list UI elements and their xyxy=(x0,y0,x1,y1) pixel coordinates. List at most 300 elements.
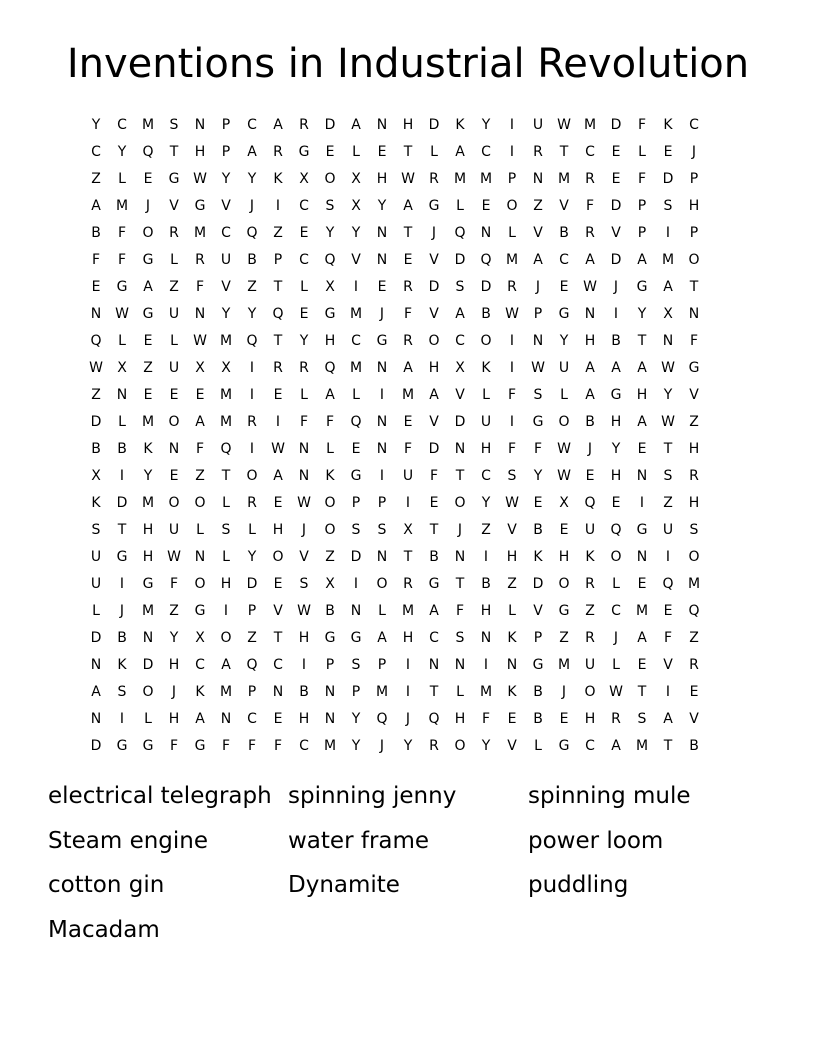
grid-letter: M xyxy=(583,117,597,133)
grid-letter: L xyxy=(144,711,152,727)
grid-letter: H xyxy=(688,441,700,457)
grid-letter: O xyxy=(480,333,492,349)
grid-letter: H xyxy=(324,333,336,349)
grid-letter: Y xyxy=(611,441,621,457)
grid-letter: T xyxy=(169,144,179,160)
grid-letter: G xyxy=(324,306,336,322)
grid-letter: W xyxy=(89,360,103,376)
grid-letter: I xyxy=(405,684,411,700)
grid-letter: G xyxy=(168,171,180,187)
grid-row xyxy=(83,463,733,490)
grid-letter: S xyxy=(299,576,309,592)
grid-letter: L xyxy=(352,144,360,160)
grid-letter: O xyxy=(220,630,232,646)
grid-letter: M xyxy=(115,198,129,214)
grid-letter: N xyxy=(194,117,206,133)
grid-row xyxy=(83,274,733,301)
grid-letter: R xyxy=(585,225,595,241)
grid-letter: M xyxy=(661,252,675,268)
grid-letter: R xyxy=(169,225,179,241)
grid-letter: O xyxy=(610,549,622,565)
grid-letter: H xyxy=(402,117,414,133)
grid-letter: O xyxy=(194,576,206,592)
grid-letter: Z xyxy=(689,414,699,430)
grid-letter: A xyxy=(585,252,595,268)
grid-letter: N xyxy=(272,684,284,700)
grid-letter: Z xyxy=(689,630,699,646)
grid-letter: S xyxy=(663,468,673,484)
grid-letter: A xyxy=(247,144,257,160)
grid-letter: I xyxy=(405,657,411,673)
grid-letter: W xyxy=(661,360,675,376)
grid-letter: H xyxy=(480,603,492,619)
grid-letter: C xyxy=(195,657,205,673)
grid-letter: Z xyxy=(195,468,205,484)
word-list-item: spinning jenny xyxy=(288,783,457,809)
grid-letter: E xyxy=(143,171,153,187)
grid-letter: E xyxy=(559,279,569,295)
grid-letter: M xyxy=(401,387,415,403)
grid-letter: Y xyxy=(663,387,673,403)
page-title: Inventions in Industrial Revolution xyxy=(66,41,750,87)
grid-letter: M xyxy=(219,333,233,349)
grid-letter: C xyxy=(481,468,491,484)
word-list-item: electrical telegraph xyxy=(48,783,272,809)
grid-row xyxy=(83,679,733,706)
grid-letter: Q xyxy=(220,441,232,457)
grid-letter: W xyxy=(297,603,311,619)
grid-letter: I xyxy=(275,414,281,430)
grid-letter: O xyxy=(142,684,154,700)
grid-letter: L xyxy=(92,603,100,619)
grid-letter: Y xyxy=(299,333,309,349)
grid-letter: N xyxy=(376,441,388,457)
grid-letter: B xyxy=(611,333,621,349)
grid-letter: G xyxy=(194,603,206,619)
grid-letter: G xyxy=(350,630,362,646)
grid-letter: D xyxy=(428,279,440,295)
grid-letter: O xyxy=(272,549,284,565)
grid-letter: O xyxy=(142,225,154,241)
grid-letter: N xyxy=(376,252,388,268)
grid-letter: R xyxy=(533,144,543,160)
grid-letter: M xyxy=(141,603,155,619)
grid-letter: Y xyxy=(247,171,257,187)
grid-letter: N xyxy=(454,657,466,673)
grid-letter: N xyxy=(168,441,180,457)
grid-letter: B xyxy=(247,252,257,268)
grid-letter: F xyxy=(299,414,309,430)
grid-letter: A xyxy=(429,387,439,403)
grid-letter: G xyxy=(428,576,440,592)
grid-letter: V xyxy=(533,603,543,619)
grid-letter: N xyxy=(532,171,544,187)
grid-letter: B xyxy=(429,549,439,565)
letter-grid xyxy=(83,112,733,760)
grid-letter: P xyxy=(221,117,231,133)
grid-letter: N xyxy=(90,711,102,727)
grid-letter: E xyxy=(273,711,283,727)
grid-letter: P xyxy=(637,198,647,214)
grid-letter: Y xyxy=(247,549,257,565)
grid-letter: A xyxy=(143,279,153,295)
grid-letter: F xyxy=(117,225,127,241)
grid-letter: C xyxy=(585,144,595,160)
grid-letter: M xyxy=(401,603,415,619)
word-list-item: water frame xyxy=(288,827,430,854)
grid-letter: F xyxy=(637,171,647,187)
grid-letter: M xyxy=(557,657,571,673)
grid-letter: T xyxy=(273,630,283,646)
grid-letter: Q xyxy=(324,252,336,268)
grid-letter: J xyxy=(379,738,385,754)
grid-letter: R xyxy=(429,171,439,187)
grid-letter: F xyxy=(429,468,439,484)
grid-letter: E xyxy=(507,711,517,727)
grid-letter: H xyxy=(142,522,154,538)
grid-letter: V xyxy=(559,198,569,214)
grid-letter: O xyxy=(688,252,700,268)
grid-letter: A xyxy=(91,684,101,700)
grid-letter: G xyxy=(428,198,440,214)
grid-letter: E xyxy=(91,279,101,295)
grid-letter: E xyxy=(143,333,153,349)
grid-letter: B xyxy=(533,522,543,538)
grid-letter: Z xyxy=(91,387,101,403)
grid-letter: G xyxy=(142,252,154,268)
grid-letter: T xyxy=(221,468,231,484)
grid-letter: V xyxy=(351,252,361,268)
grid-letter: T xyxy=(403,144,413,160)
grid-letter: B xyxy=(91,441,101,457)
grid-letter: Q xyxy=(350,414,362,430)
grid-letter: A xyxy=(403,360,413,376)
grid-letter: K xyxy=(273,171,283,187)
grid-letter: R xyxy=(585,630,595,646)
grid-letter: U xyxy=(584,657,596,673)
grid-letter: M xyxy=(375,684,389,700)
grid-letter: D xyxy=(324,117,336,133)
grid-letter: O xyxy=(428,333,440,349)
grid-letter: V xyxy=(169,198,179,214)
grid-letter: B xyxy=(91,225,101,241)
grid-letter: W xyxy=(531,360,545,376)
grid-letter: V xyxy=(455,387,465,403)
grid-letter: X xyxy=(195,360,205,376)
word-list-item: power loom xyxy=(528,827,664,854)
grid-letter: N xyxy=(584,306,596,322)
grid-letter: O xyxy=(376,576,388,592)
grid-letter: D xyxy=(532,576,544,592)
grid-letter: Z xyxy=(507,576,517,592)
grid-letter: Q xyxy=(246,225,258,241)
grid-letter: N xyxy=(376,225,388,241)
grid-letter: D xyxy=(610,198,622,214)
grid-letter: L xyxy=(430,144,438,160)
grid-letter: S xyxy=(455,279,465,295)
grid-letter: E xyxy=(429,495,439,511)
grid-letter: R xyxy=(689,468,699,484)
grid-letter: E xyxy=(637,576,647,592)
grid-letter: K xyxy=(117,657,127,673)
grid-row xyxy=(83,247,733,274)
grid-letter: U xyxy=(584,522,596,538)
grid-letter: I xyxy=(665,225,671,241)
grid-letter: J xyxy=(301,522,307,538)
grid-letter: T xyxy=(637,333,647,349)
grid-letter: A xyxy=(455,306,465,322)
grid-letter: K xyxy=(143,441,153,457)
grid-letter: F xyxy=(403,306,413,322)
grid-letter: H xyxy=(298,630,310,646)
grid-letter: Q xyxy=(454,225,466,241)
grid-letter: G xyxy=(610,387,622,403)
grid-letter: A xyxy=(429,603,439,619)
grid-letter: J xyxy=(119,603,125,619)
grid-letter: O xyxy=(246,468,258,484)
grid-letter: H xyxy=(480,441,492,457)
grid-letter: E xyxy=(481,198,491,214)
grid-letter: E xyxy=(195,387,205,403)
grid-letter: R xyxy=(247,414,257,430)
grid-letter: Q xyxy=(480,252,492,268)
grid-letter: T xyxy=(273,333,283,349)
grid-letter: N xyxy=(636,549,648,565)
grid-letter: D xyxy=(116,495,128,511)
grid-row xyxy=(83,733,733,760)
grid-letter: F xyxy=(689,333,699,349)
grid-letter: G xyxy=(116,738,128,754)
grid-letter: A xyxy=(91,198,101,214)
grid-letter: C xyxy=(247,711,257,727)
grid-letter: Y xyxy=(377,198,387,214)
grid-letter: E xyxy=(351,441,361,457)
grid-letter: I xyxy=(665,549,671,565)
grid-letter: R xyxy=(611,711,621,727)
grid-letter: Q xyxy=(662,576,674,592)
grid-letter: U xyxy=(532,117,544,133)
grid-letter: F xyxy=(195,441,205,457)
grid-letter: G xyxy=(194,198,206,214)
grid-letter: N xyxy=(376,414,388,430)
grid-letter: P xyxy=(325,657,335,673)
grid-letter: B xyxy=(559,225,569,241)
word-list-item: spinning mule xyxy=(528,783,691,809)
grid-letter: Z xyxy=(169,279,179,295)
grid-letter: S xyxy=(169,117,179,133)
grid-letter: J xyxy=(613,630,619,646)
grid-letter: V xyxy=(507,522,517,538)
grid-letter: F xyxy=(585,198,595,214)
grid-letter: D xyxy=(610,252,622,268)
grid-letter: Z xyxy=(143,360,153,376)
grid-letter: N xyxy=(90,306,102,322)
grid-letter: I xyxy=(379,387,385,403)
grid-letter: S xyxy=(221,522,231,538)
grid-letter: I xyxy=(301,657,307,673)
grid-letter: V xyxy=(611,225,621,241)
grid-letter: I xyxy=(119,468,125,484)
grid-letter: L xyxy=(222,549,230,565)
grid-letter: G xyxy=(116,549,128,565)
grid-letter: Q xyxy=(428,711,440,727)
grid-letter: E xyxy=(143,387,153,403)
grid-letter: U xyxy=(480,414,492,430)
grid-letter: R xyxy=(689,657,699,673)
grid-letter: F xyxy=(507,387,517,403)
grid-letter: I xyxy=(613,306,619,322)
grid-letter: C xyxy=(91,144,101,160)
grid-letter: V xyxy=(221,198,231,214)
grid-letter: H xyxy=(272,522,284,538)
grid-letter: L xyxy=(196,522,204,538)
grid-letter: Y xyxy=(91,117,101,133)
grid-letter: R xyxy=(273,144,283,160)
grid-letter: Y xyxy=(221,171,231,187)
grid-letter: Y xyxy=(351,711,361,727)
grid-letter: E xyxy=(403,414,413,430)
grid-letter: U xyxy=(168,522,180,538)
grid-letter: X xyxy=(195,630,205,646)
grid-letter: C xyxy=(429,630,439,646)
grid-letter: V xyxy=(429,306,439,322)
grid-row xyxy=(83,166,733,193)
grid-letter: V xyxy=(689,387,699,403)
grid-letter: V xyxy=(689,711,699,727)
grid-letter: L xyxy=(456,684,464,700)
grid-letter: L xyxy=(118,333,126,349)
grid-letter: R xyxy=(403,279,413,295)
grid-letter: N xyxy=(428,657,440,673)
grid-letter: L xyxy=(326,441,334,457)
grid-letter: R xyxy=(247,495,257,511)
grid-letter: X xyxy=(351,171,361,187)
grid-letter: N xyxy=(532,333,544,349)
grid-letter: O xyxy=(688,549,700,565)
grid-letter: U xyxy=(90,576,102,592)
grid-letter: H xyxy=(298,711,310,727)
grid-letter: O xyxy=(324,495,336,511)
grid-letter: N xyxy=(480,225,492,241)
grid-letter: I xyxy=(249,387,255,403)
grid-letter: S xyxy=(325,198,335,214)
grid-letter: Z xyxy=(169,603,179,619)
word-list-item: Steam engine xyxy=(48,827,209,854)
grid-letter: O xyxy=(454,495,466,511)
grid-row xyxy=(83,112,733,139)
grid-letter: A xyxy=(585,387,595,403)
grid-letter: L xyxy=(560,387,568,403)
grid-letter: C xyxy=(299,252,309,268)
grid-letter: F xyxy=(533,441,543,457)
grid-letter: L xyxy=(170,252,178,268)
grid-letter: Y xyxy=(143,468,153,484)
grid-letter: Y xyxy=(351,738,361,754)
grid-letter: C xyxy=(611,603,621,619)
grid-letter: E xyxy=(169,387,179,403)
grid-letter: H xyxy=(376,171,388,187)
grid-letter: Z xyxy=(481,522,491,538)
grid-row xyxy=(83,625,733,652)
grid-letter: I xyxy=(353,576,359,592)
grid-letter: O xyxy=(168,414,180,430)
grid-letter: V xyxy=(429,414,439,430)
grid-letter: D xyxy=(90,414,102,430)
grid-letter: J xyxy=(379,306,385,322)
grid-letter: X xyxy=(325,576,335,592)
grid-letter: A xyxy=(637,630,647,646)
grid-letter: G xyxy=(532,414,544,430)
grid-letter: Q xyxy=(142,144,154,160)
grid-letter: E xyxy=(325,144,335,160)
grid-letter: J xyxy=(691,144,697,160)
grid-letter: W xyxy=(505,495,519,511)
grid-letter: P xyxy=(533,630,543,646)
grid-letter: T xyxy=(429,522,439,538)
grid-letter: I xyxy=(509,414,515,430)
grid-letter: Y xyxy=(481,117,491,133)
grid-letter: P xyxy=(247,684,257,700)
grid-letter: F xyxy=(455,603,465,619)
grid-letter: C xyxy=(299,198,309,214)
grid-letter: P xyxy=(221,144,231,160)
grid-letter: U xyxy=(90,549,102,565)
grid-letter: K xyxy=(507,630,517,646)
grid-letter: M xyxy=(141,495,155,511)
grid-letter: G xyxy=(116,279,128,295)
grid-letter: A xyxy=(221,657,231,673)
grid-letter: N xyxy=(376,360,388,376)
grid-letter: K xyxy=(195,684,205,700)
grid-letter: L xyxy=(638,144,646,160)
grid-letter: E xyxy=(273,387,283,403)
grid-letter: A xyxy=(611,360,621,376)
grid-letter: V xyxy=(221,279,231,295)
grid-letter: Y xyxy=(325,225,335,241)
grid-letter: E xyxy=(299,306,309,322)
grid-letter: S xyxy=(507,468,517,484)
word-list-item: Dynamite xyxy=(288,872,400,898)
grid-letter: B xyxy=(585,414,595,430)
grid-letter: F xyxy=(169,576,179,592)
grid-letter: R xyxy=(403,333,413,349)
grid-letter: G xyxy=(558,603,570,619)
grid-letter: C xyxy=(689,117,699,133)
grid-letter: H xyxy=(584,711,596,727)
grid-letter: M xyxy=(193,225,207,241)
grid-letter: R xyxy=(585,576,595,592)
grid-letter: Q xyxy=(246,333,258,349)
grid-letter: B xyxy=(325,603,335,619)
grid-letter: Y xyxy=(403,738,413,754)
grid-letter: N xyxy=(636,468,648,484)
grid-letter: N xyxy=(350,603,362,619)
grid-letter: I xyxy=(509,144,515,160)
grid-letter: Y xyxy=(559,333,569,349)
grid-letter: C xyxy=(585,738,595,754)
grid-letter: F xyxy=(325,414,335,430)
grid-letter: R xyxy=(403,576,413,592)
grid-letter: N xyxy=(324,684,336,700)
grid-letter: F xyxy=(169,738,179,754)
grid-letter: G xyxy=(142,306,154,322)
grid-letter: Y xyxy=(351,225,361,241)
grid-letter: A xyxy=(611,738,621,754)
grid-letter: F xyxy=(221,738,231,754)
grid-letter: H xyxy=(636,387,648,403)
grid-letter: L xyxy=(482,387,490,403)
grid-letter: M xyxy=(687,576,701,592)
